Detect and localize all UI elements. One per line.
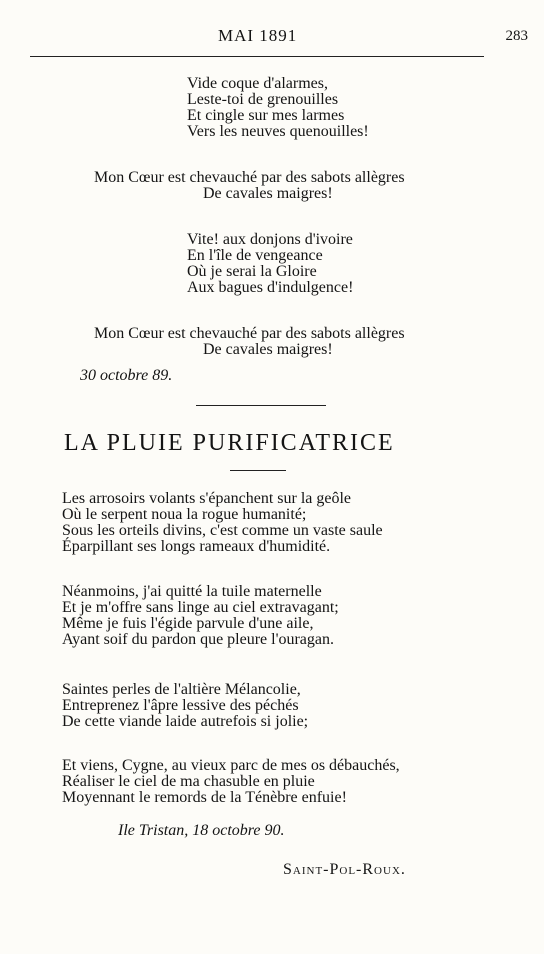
verse-line: Réaliser le ciel de ma chasuble en pluie <box>62 773 315 790</box>
header-rule <box>30 56 484 57</box>
verse-line: De cette viande laide autrefois si jolie; <box>62 713 309 730</box>
verse-line: Et je m'offre sans linge au ciel extravagant; <box>62 599 339 616</box>
verse-line: Vers les neuves quenouilles! <box>187 123 369 140</box>
verse-line: Moyennant le remords de la Ténèbre enfuie! <box>62 789 347 806</box>
verse-line: Et viens, Cygne, au vieux parc de mes os débauchés, <box>62 757 400 774</box>
running-header <box>30 26 528 58</box>
verse-line: Leste-toi de grenouilles <box>187 91 339 108</box>
author-signature: Saint-Pol-Roux. <box>283 861 406 878</box>
verse-line: Vide coque d'alarmes, <box>187 75 328 92</box>
verse-line: Même je fuis l'égide parvule d'une aile, <box>62 615 314 632</box>
verse-line: Où je serai la Gloire <box>187 263 317 280</box>
poem-place-date: Ile Tristan, 18 octobre 90. <box>118 822 285 839</box>
verse-line: Entreprenez l'âpre lessive des péchés <box>62 697 299 714</box>
poem-title: LA PLUIE PURIFICATRICE <box>64 430 395 456</box>
section-separator <box>196 405 326 406</box>
verse-line: Sous les orteils divins, c'est comme un vaste saule <box>62 522 383 539</box>
verse-line: Éparpillant ses longs rameaux d'humidité. <box>62 538 331 555</box>
refrain-line: De cavales maigres! <box>203 341 333 358</box>
verse-line: Et cingle sur mes larmes <box>187 107 345 124</box>
verse-line: Où le serpent noua la rogue humanité; <box>62 506 307 523</box>
verse-line: Néanmoins, j'ai quitté la tuile maternelle <box>62 583 322 600</box>
verse-line: En l'île de vengeance <box>187 247 323 264</box>
running-title: MAI 1891 <box>218 26 298 45</box>
refrain-line: Mon Cœur est chevauché par des sabots allègres <box>94 325 405 342</box>
title-underline <box>230 470 286 471</box>
verse-line: Aux bagues d'indulgence! <box>187 279 354 296</box>
poem-date: 30 octobre 89. <box>80 367 173 384</box>
verse-line: Saintes perles de l'altière Mélancolie, <box>62 681 301 698</box>
verse-line: Vite! aux donjons d'ivoire <box>187 231 353 248</box>
page-number: 283 <box>505 28 528 44</box>
refrain-line: Mon Cœur est chevauché par des sabots allègres <box>94 169 405 186</box>
refrain-line: De cavales maigres! <box>203 185 333 202</box>
verse-line: Les arrosoirs volants s'épanchent sur la geôle <box>62 490 352 507</box>
verse-line: Ayant soif du pardon que pleure l'ouragan. <box>62 631 334 648</box>
